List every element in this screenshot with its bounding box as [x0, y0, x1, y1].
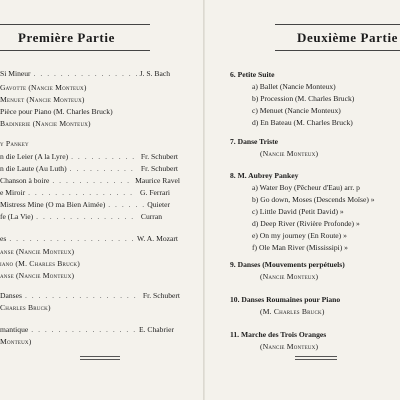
item-title: Mistress Mine (O ma Bien Aimée)	[0, 200, 106, 209]
program-subitem: (M. Charles Bruck)	[260, 307, 325, 316]
program-item: 8. M. Aubrey Pankey	[230, 171, 299, 180]
program-subitem: e) On my journey (En Route) »	[252, 231, 347, 240]
item-title: es	[0, 234, 7, 243]
program-item: anse (Nancie Monteux)	[0, 271, 75, 280]
item-composer: Fr. Schubert	[140, 152, 178, 161]
program-item: 7. Danse Triste	[230, 137, 279, 146]
program-item: Charles Bruck)	[0, 303, 51, 312]
program-item	[0, 325, 174, 334]
page-title: Deuxième Partie	[297, 30, 399, 45]
item-title: mantique	[0, 325, 29, 334]
item-composer: G. Ferrari	[140, 188, 170, 197]
program-item	[0, 234, 178, 243]
item-composer: J. S. Bach	[139, 69, 170, 78]
program-subitem: a) Water Boy (Pêcheur d'Eau) arr. p	[252, 183, 360, 192]
title-rule	[275, 50, 400, 51]
leader-dots	[108, 200, 144, 209]
program-subitem: b) Go down, Moses (Descends Moïse) »	[252, 195, 375, 204]
program-subitem: d) Deep River (Rivière Profonde) »	[252, 219, 360, 228]
program-item	[0, 164, 178, 173]
program-item: Gavotte (Nancie Monteux)	[0, 83, 87, 92]
item-composer: Fr. Schubert	[140, 164, 178, 173]
program-subitem: a) Ballet (Nancie Monteux)	[252, 82, 336, 91]
program-item: Monteux)	[0, 337, 32, 346]
program-subitem: (Nancie Monteux)	[260, 149, 319, 158]
item-title: n die Leier (A la Lyre)	[0, 152, 69, 161]
divider	[295, 356, 337, 357]
top-rule	[275, 24, 400, 25]
program-item: 11. Marche des Trois Oranges	[230, 330, 327, 339]
program-item: iano (M. Charles Bruck)	[0, 259, 80, 268]
program-item: anse (Nancie Monteux)	[0, 247, 75, 256]
program-subitem: (Nancie Monteux)	[260, 272, 319, 281]
divider	[80, 356, 120, 357]
right-page	[205, 0, 400, 400]
item-title: fe (La Vie)	[0, 212, 34, 221]
leader-dots	[70, 164, 138, 173]
item-composer: Fr. Schubert	[142, 291, 180, 300]
program-item: Pièce pour Piano (M. Charles Bruck)	[0, 107, 113, 116]
item-title: n die Laute (Au Luth)	[0, 164, 67, 173]
item-composer: Maurice Ravel	[135, 176, 180, 185]
item-composer: E. Chabrier	[138, 325, 174, 334]
program-item	[0, 200, 170, 209]
program-subitem: d) En Bateau (M. Charles Bruck)	[252, 118, 353, 127]
leader-dots	[28, 188, 137, 197]
item-title: Chanson à boire	[0, 176, 50, 185]
leader-dots	[36, 212, 138, 221]
leader-dots	[52, 176, 132, 185]
program-item	[0, 212, 162, 221]
divider	[80, 359, 120, 360]
section-heading: y Pankey	[0, 139, 29, 148]
program-item	[0, 188, 170, 197]
program-item	[0, 176, 180, 185]
leader-dots	[31, 325, 136, 334]
program-subitem: (Nancie Monteux)	[260, 342, 319, 351]
top-rule	[0, 24, 150, 25]
item-composer: W. A. Mozart	[136, 234, 178, 243]
program-subitem: c) Little David (Petit David) »	[252, 207, 344, 216]
program-subitem: b) Procession (M. Charles Bruck)	[252, 94, 355, 103]
item-title: e Miroir	[0, 188, 26, 197]
item-composer: Quieter	[147, 200, 170, 209]
program-subitem: f) Ole Man River (Mississipi) »	[252, 243, 348, 252]
leader-dots	[9, 234, 134, 243]
divider	[295, 359, 337, 360]
leader-dots	[25, 291, 140, 300]
program-item	[0, 291, 180, 300]
title-rule	[0, 50, 150, 51]
program-item: Menuet (Nancie Monteux)	[0, 95, 85, 104]
program-item	[0, 152, 178, 161]
page-title: Première Partie	[18, 30, 115, 45]
program-subitem: c) Menuet (Nancie Monteux)	[252, 106, 341, 115]
item-title: Danses	[0, 291, 22, 300]
program-item: 6. Petite Suite	[230, 70, 275, 79]
program-item	[0, 69, 170, 78]
leader-dots	[34, 69, 137, 78]
program-item: 9. Danses (Mouvements perpétuels)	[230, 260, 345, 269]
program-item: Badinerie (Nancie Monteux)	[0, 119, 91, 128]
leader-dots	[71, 152, 138, 161]
item-title: Si Mineur	[0, 69, 31, 78]
item-composer: Curran	[140, 212, 162, 221]
program-item: 10. Danses Roumaines pour Piano	[230, 295, 341, 304]
